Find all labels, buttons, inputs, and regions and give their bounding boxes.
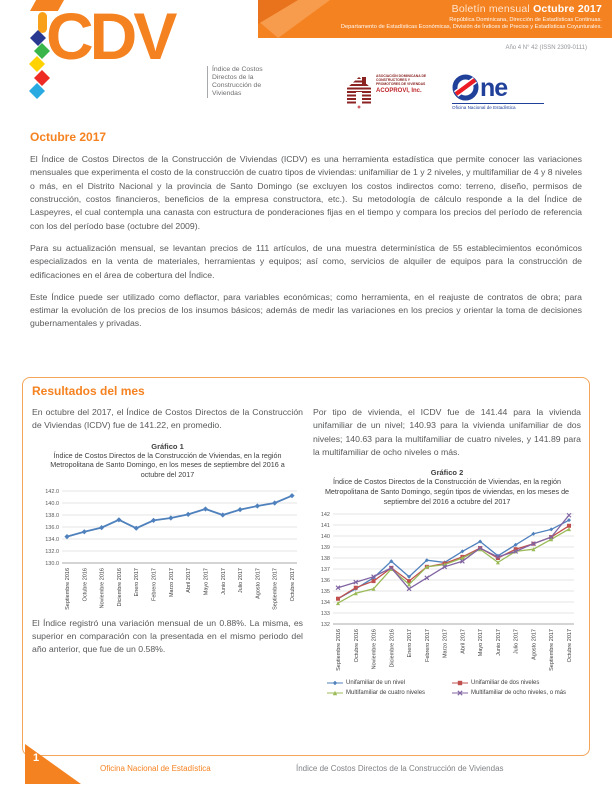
results-right-column bbox=[313, 406, 581, 697]
acoprovi-label: ACOPROVI, Inc. bbox=[376, 88, 422, 94]
one-acronym: ne bbox=[480, 74, 508, 102]
svg-text:Junio 2017: Junio 2017 bbox=[220, 567, 227, 595]
acoprovi-logo bbox=[345, 74, 432, 110]
svg-text:Septiembre 2017: Septiembre 2017 bbox=[272, 567, 279, 610]
intro-paragraph-3: Este Índice puede ser utilizado como deflactor, para variables económicas; como herramienta, en el reajuste de contratos de obra; para estimar la evolución de los precios de los insumos básicos; además de medir las variaciones en los precios y orientar la toma de decisiones gubernamentales y privadas. bbox=[30, 291, 582, 329]
svg-text:Noviembre 2016: Noviembre 2016 bbox=[371, 629, 378, 670]
acoprovi-house-icon bbox=[345, 74, 373, 110]
grafico-2-title: Gráfico 2 bbox=[430, 468, 464, 478]
legend-item bbox=[327, 689, 448, 697]
svg-text:Septiembre 2016: Septiembre 2016 bbox=[65, 567, 71, 610]
svg-text:137: 137 bbox=[320, 567, 330, 574]
svg-text:142: 142 bbox=[320, 512, 330, 519]
grafico-2-chart bbox=[313, 509, 579, 677]
svg-text:141: 141 bbox=[320, 523, 330, 530]
svg-text:142.0: 142.0 bbox=[45, 488, 59, 495]
svg-text:Junio 2017: Junio 2017 bbox=[495, 629, 502, 657]
svg-text:Mayo 2017: Mayo 2017 bbox=[203, 567, 210, 595]
legend-label: Multifamiliar de ocho niveles, o más bbox=[471, 690, 567, 697]
one-logo-icon bbox=[452, 74, 479, 101]
intro-title: Octubre 2017 bbox=[30, 130, 107, 144]
page-number: 1 bbox=[33, 752, 40, 764]
icdv-subtitle-line: Viviendas bbox=[212, 90, 242, 97]
legend-item bbox=[452, 689, 573, 697]
svg-text:Diciembre 2016: Diciembre 2016 bbox=[116, 567, 123, 607]
svg-text:139: 139 bbox=[320, 545, 330, 552]
results-title: Resultados del mes bbox=[32, 384, 145, 398]
intro-paragraph-1: El Índice de Costos Directos de la Construcción de Viviendas (ICDV) es una herramienta estadística que permite conocer las variaciones mensuales que experimenta el costo de la construcción de cuatro tipos de viviendas: unifamiliar de 1 y 2 niveles, y multifamiliar de 4 y 8 niveles o más, en el Distrito Nacional y la provincia de Santo Domingo (se excluyen los costos indirectos como: terreno, diseño, permisos de construcción, costos financieros, beneficios de la empresa constructora, etc.). Su metodología de cálculo responde a la del Índice de Laspeyres, el cual contempla una canasta con estructura de ponderaciones fijas en el tiempo y compara los precios del período de referencia con los del período base (octubre del 2009). bbox=[30, 154, 582, 231]
svg-text:Julio 2017: Julio 2017 bbox=[238, 567, 245, 593]
svg-text:Septiembre 2017: Septiembre 2017 bbox=[549, 629, 556, 672]
org-line-2: Departamento de Estadísticas Económicas, División de Índices de Precios y Estadísticas Coyunturales. bbox=[340, 24, 602, 30]
header-band-text bbox=[341, 3, 602, 31]
legend-item bbox=[452, 679, 573, 687]
icdv-acronym: CDV bbox=[46, 0, 174, 73]
legend-label: Unifamiliar de un nivel bbox=[346, 680, 406, 687]
svg-text:Abril 2017: Abril 2017 bbox=[460, 629, 467, 655]
svg-text:138: 138 bbox=[320, 556, 330, 563]
icdv-subtitle-line: Directos de la bbox=[212, 74, 254, 81]
org-line-1: República Dominicana, Dirección de Estadísticas Continuas. bbox=[449, 17, 602, 23]
svg-text:136: 136 bbox=[320, 578, 330, 585]
grafico-2-legend bbox=[313, 677, 581, 697]
svg-text:Abril 2017: Abril 2017 bbox=[186, 567, 193, 593]
svg-text:Marzo 2017: Marzo 2017 bbox=[168, 567, 175, 597]
svg-text:Febrero 2017: Febrero 2017 bbox=[424, 629, 431, 663]
intro-section bbox=[30, 130, 582, 340]
results-left-paragraph: En octubre del 2017, el Índice de Costos Directos de la Construcción de Viviendas (ICDV) fue de 141.22, en promedio. bbox=[32, 407, 303, 431]
icdv-subtitle-line: Índice de Costos bbox=[212, 66, 263, 73]
intro-paragraph-2: Para su actualización mensual, se levantan precios de 111 artículos, de una muestra determinística de 55 establecimientos económicos especializados en la venta de materiales, herramientas y equipos; así como, servicios de alquiler de equipos para la construcción de edificaciones en el área de cobertura del Índice. bbox=[30, 242, 582, 280]
results-box bbox=[22, 377, 590, 756]
footer-left-label: Oficina Nacional de Estadística bbox=[100, 764, 211, 773]
grafico-1-subtitle: Índice de Costos Directos de la Construcción de Viviendas, en la región Metropolitana de Santo Domingo, en los meses de septiembre del 2016 a octubre del 2017 bbox=[50, 450, 285, 480]
svg-text:132.0: 132.0 bbox=[45, 548, 59, 555]
svg-text:138.0: 138.0 bbox=[45, 512, 59, 519]
svg-text:Octubre 2017: Octubre 2017 bbox=[567, 629, 573, 663]
svg-text:Diciembre 2016: Diciembre 2016 bbox=[389, 629, 396, 668]
svg-text:Enero 2017: Enero 2017 bbox=[407, 629, 414, 658]
results-left-column bbox=[32, 406, 303, 666]
svg-text:Mayo 2017: Mayo 2017 bbox=[478, 629, 485, 657]
svg-text:140.0: 140.0 bbox=[45, 500, 59, 507]
svg-text:134: 134 bbox=[320, 600, 330, 607]
svg-text:Julio 2017: Julio 2017 bbox=[513, 629, 520, 655]
acoprovi-name: ASOCIACIÓN DOMINICANA DE CONSTRUCTORES Y PROMOTORES DE VIVIENDAS bbox=[376, 74, 427, 86]
one-label: Oficina Nacional de Estadística bbox=[452, 103, 544, 110]
svg-text:Octubre 2016: Octubre 2016 bbox=[82, 567, 89, 602]
svg-text:Noviembre 2016: Noviembre 2016 bbox=[99, 567, 106, 609]
svg-text:132: 132 bbox=[320, 622, 330, 629]
svg-text:Marzo 2017: Marzo 2017 bbox=[442, 629, 449, 659]
svg-text:130.0: 130.0 bbox=[45, 560, 59, 567]
icdv-subtitle bbox=[207, 66, 263, 98]
results-right-paragraph: Por tipo de vivienda, el ICDV fue de 141.44 para la vivienda unifamiliar de un nivel; 140.93 para la vivienda unifamiliar de dos niveles; 140.63 para la multifamiliar de cuatro niveles, y 141.89 para la multifamiliar de ocho niveles o más. bbox=[313, 407, 581, 457]
svg-text:Octubre 2017: Octubre 2017 bbox=[290, 567, 296, 602]
svg-text:136.0: 136.0 bbox=[45, 524, 59, 531]
grafico-1-chart bbox=[32, 483, 303, 617]
svg-text:Octubre 2016: Octubre 2016 bbox=[353, 629, 360, 663]
one-logo bbox=[452, 74, 544, 110]
svg-text:Enero 2017: Enero 2017 bbox=[134, 567, 141, 597]
header-band bbox=[258, 0, 612, 38]
legend-label: Multifamiliar de cuatro niveles bbox=[346, 690, 426, 697]
svg-text:140: 140 bbox=[320, 534, 330, 541]
issn-line: Año 4 N° 42 (ISSN 2309-0111) bbox=[505, 45, 587, 51]
bulletin-label: Boletín mensual bbox=[451, 3, 530, 15]
svg-text:Febrero 2017: Febrero 2017 bbox=[151, 567, 158, 601]
legend-item bbox=[327, 679, 448, 687]
grafico-2-subtitle: Índice de Costos Directos de la Construcción de Viviendas, en la región Metropolitana de Santo Domingo, según tipos de viviendas, en los meses de septiembre del 2016 a octubre del 2017 bbox=[324, 477, 570, 506]
svg-text:Agosto 2017: Agosto 2017 bbox=[531, 629, 538, 661]
results-left-footnote: El Índice registró una variación mensual de un 0.88%. La misma, es superior en comparación con la presentada en el mismo periodo del año anterior, que fue de un 0.58%. bbox=[32, 617, 303, 655]
svg-text:133: 133 bbox=[320, 611, 330, 618]
bulletin-edition: Octubre 2017 bbox=[533, 3, 602, 15]
svg-text:135: 135 bbox=[320, 589, 330, 596]
footer-right-label: Índice de Costos Directos de la Construcción de Viviendas bbox=[296, 764, 504, 773]
icdv-subtitle-line: Construcción de bbox=[212, 82, 262, 89]
svg-text:134.0: 134.0 bbox=[45, 536, 59, 543]
bulletin-title bbox=[341, 3, 602, 15]
grafico-1-title: Gráfico 1 bbox=[151, 441, 184, 451]
svg-text:Agosto 2017: Agosto 2017 bbox=[255, 567, 262, 599]
svg-text:Septiembre 2016: Septiembre 2016 bbox=[336, 629, 342, 672]
legend-label: Unifamiliar de dos niveles bbox=[471, 680, 540, 687]
